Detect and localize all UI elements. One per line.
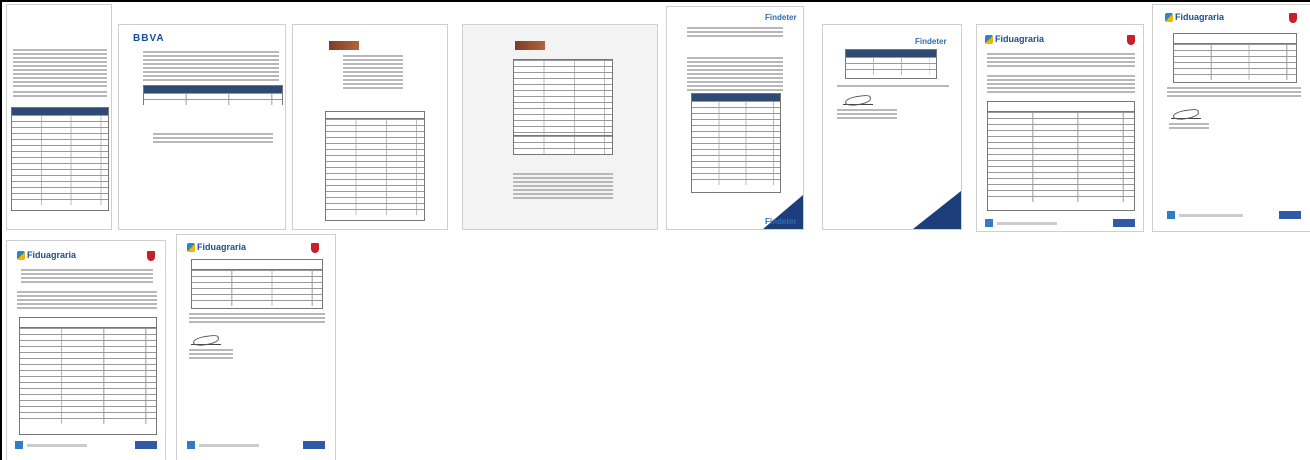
signature: [191, 335, 221, 345]
footer-logo-right: [135, 441, 157, 449]
fiduagraria-logo: Fiduagraria: [27, 250, 77, 260]
footer-logo: [985, 219, 993, 227]
page-thumbnail-1[interactable]: [6, 4, 112, 230]
footer-logo: [15, 441, 23, 449]
page-thumbnail-5[interactable]: [666, 6, 804, 230]
footer-logo: [1167, 211, 1175, 219]
page-thumbnail-3[interactable]: [292, 24, 448, 230]
fiduagraria-logo: Fiduagraria: [995, 34, 1045, 44]
fiduagraria-logo: Fiduagraria: [197, 242, 247, 252]
page-thumbnail-7[interactable]: [976, 24, 1144, 232]
fiduagraria-mark: [187, 243, 195, 252]
page-thumbnail-10[interactable]: [176, 234, 336, 460]
findeter-logo-next: Findeter: [765, 217, 797, 226]
header-band: [515, 41, 545, 50]
footer-logo-right: [1279, 211, 1301, 219]
signature: [843, 95, 873, 105]
page-thumbnail-8[interactable]: [1152, 4, 1310, 232]
page-thumbnail-2[interactable]: [118, 24, 286, 230]
footer-logo-right: [1113, 219, 1135, 227]
findeter-logo: Findeter: [915, 37, 947, 46]
fiduagraria-logo: Fiduagraria: [1175, 12, 1225, 22]
page-thumbnail-9[interactable]: [6, 240, 166, 460]
shield-icon: [311, 243, 319, 253]
signature: [1171, 109, 1201, 119]
shield-icon: [1127, 35, 1135, 45]
page-thumbnail-4[interactable]: [462, 24, 658, 230]
footer-logo-right: [303, 441, 325, 449]
header-band: [329, 41, 359, 50]
footer-logo: [187, 441, 195, 449]
findeter-logo: Findeter: [765, 13, 797, 22]
page-thumbnail-6[interactable]: [822, 24, 962, 230]
bbva-logo: BBVA: [133, 33, 165, 44]
fiduagraria-mark: [985, 35, 993, 44]
corner-decoration: [913, 191, 961, 229]
shield-icon: [1289, 13, 1297, 23]
shield-icon: [147, 251, 155, 261]
fiduagraria-mark: [17, 251, 25, 260]
fiduagraria-mark: [1165, 13, 1173, 22]
